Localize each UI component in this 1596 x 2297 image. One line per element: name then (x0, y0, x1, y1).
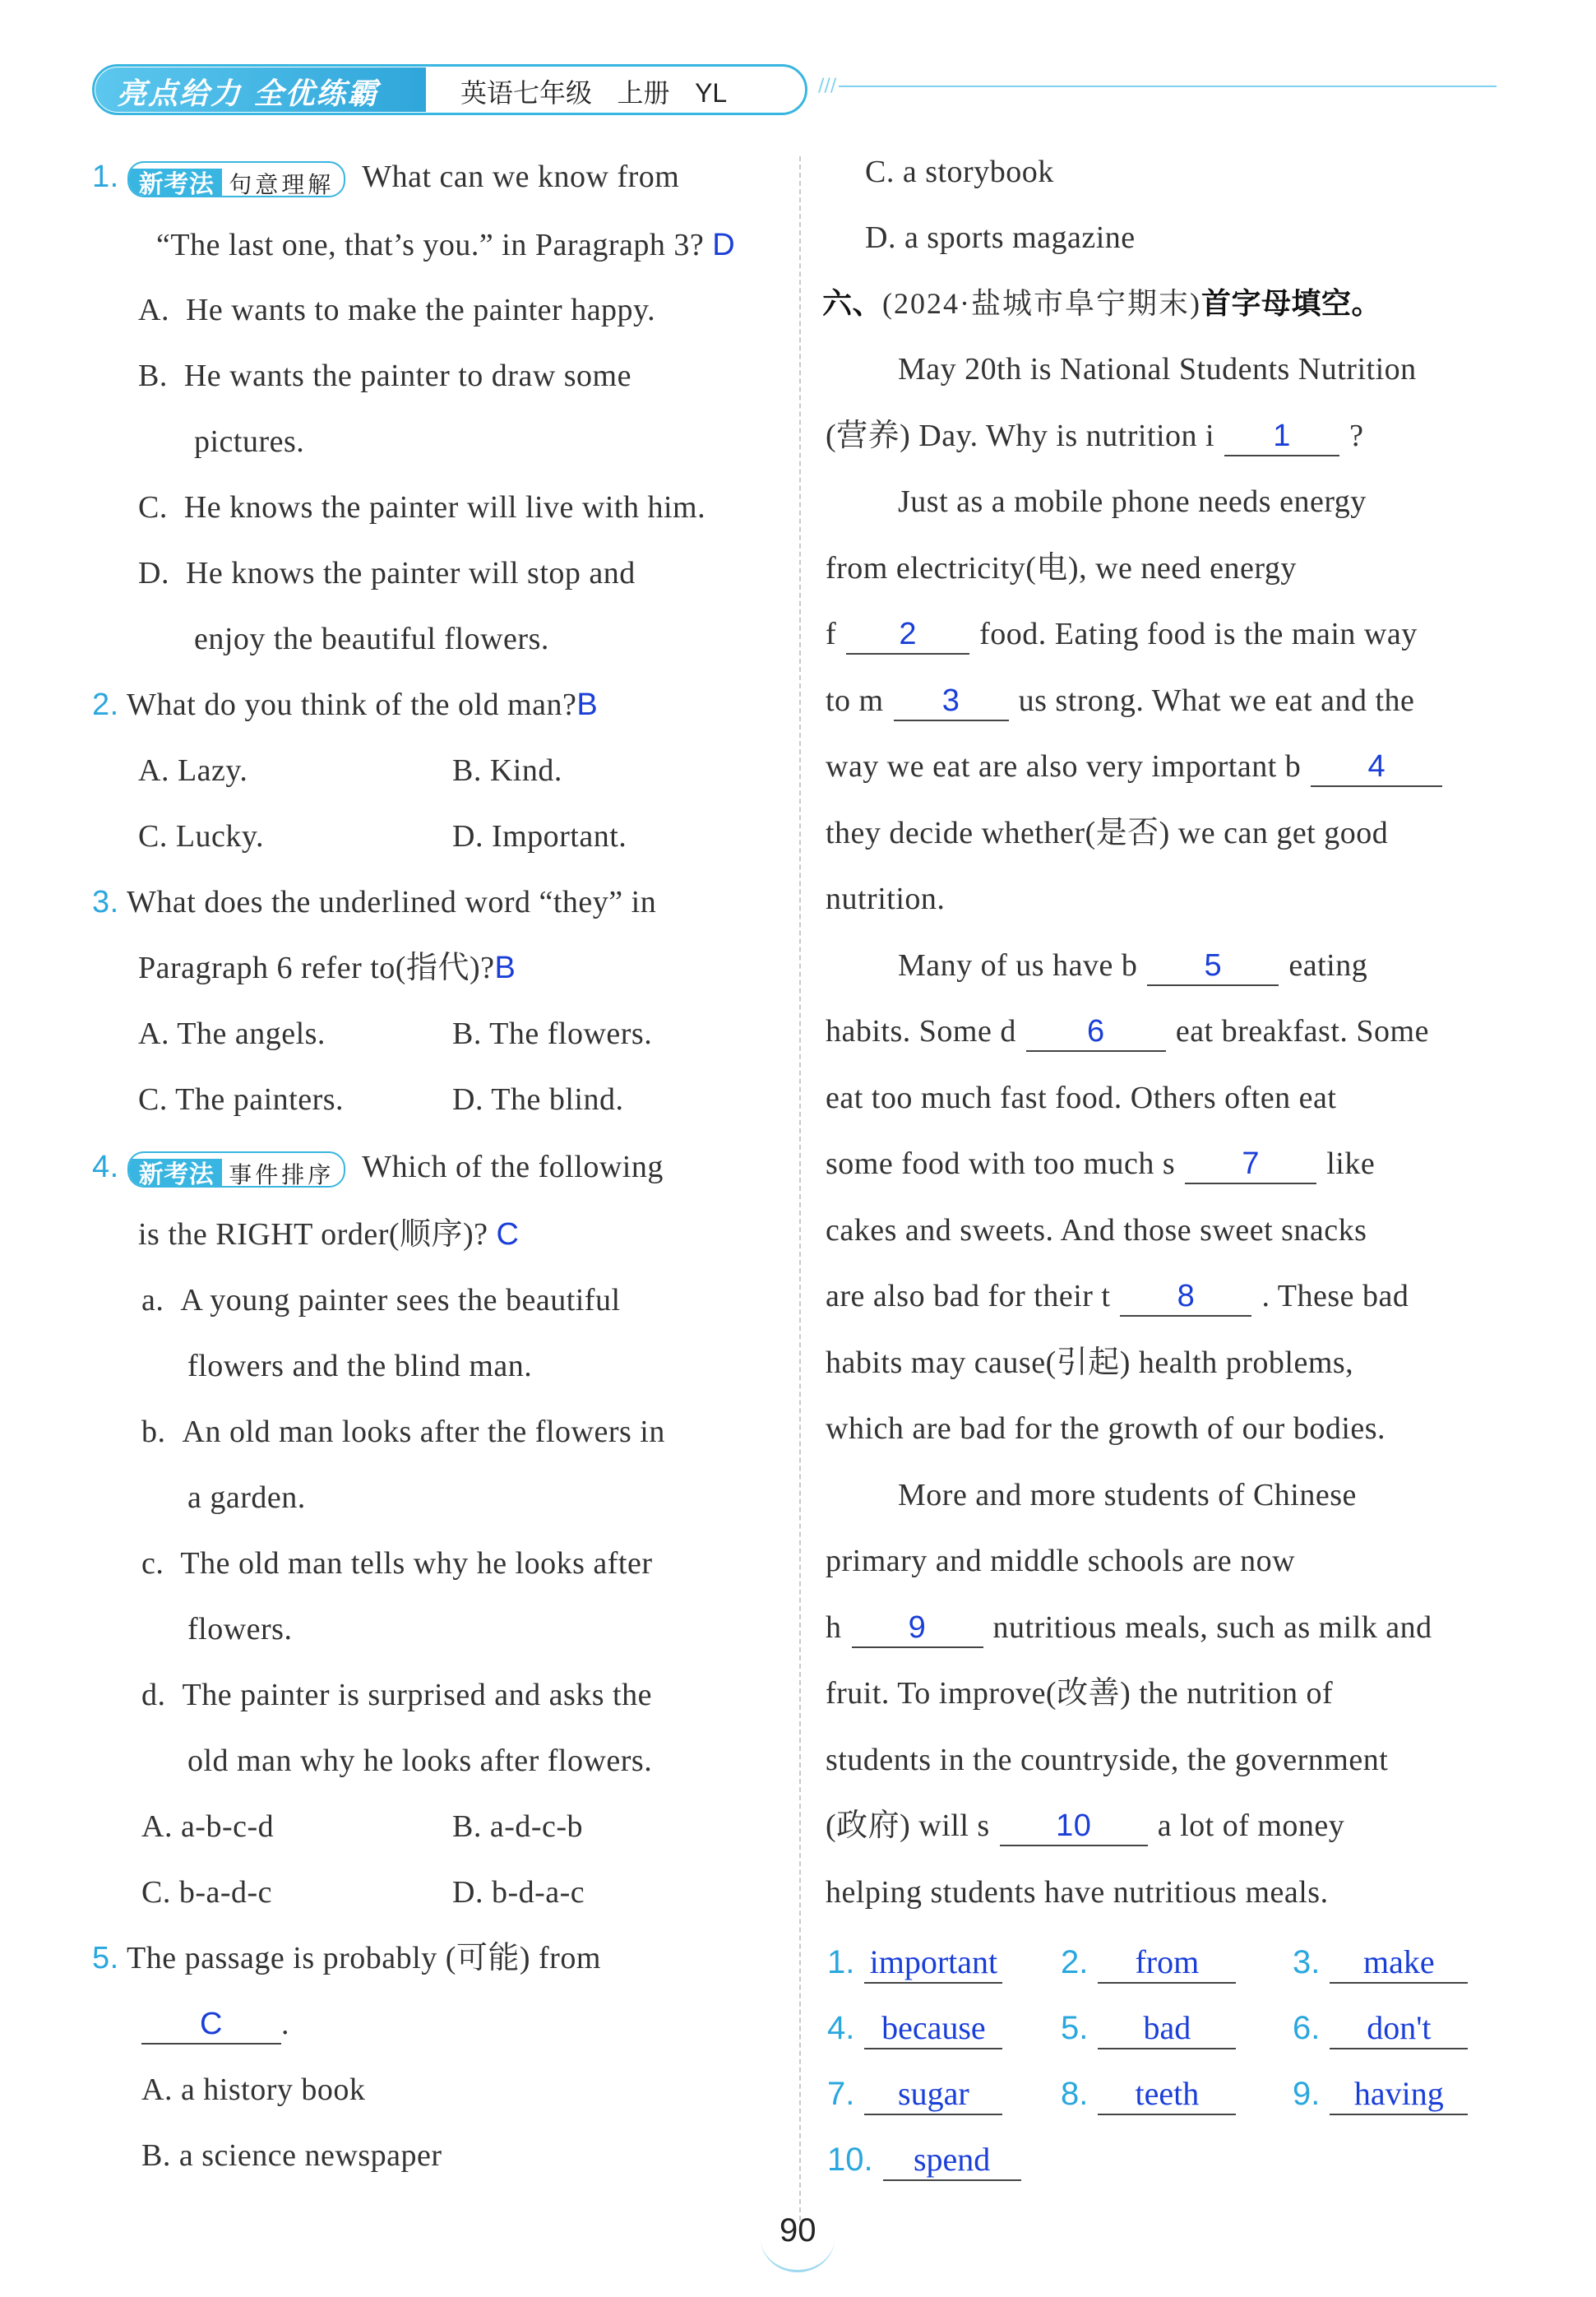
option-line (138, 554, 636, 592)
stem-text: Which of the following (362, 1150, 664, 1184)
event-item (141, 1544, 653, 1582)
tag-kind: 新考法 (129, 1159, 223, 1188)
answer-key-number: 5. (1061, 2010, 1089, 2046)
blank-number: 10 (1000, 1807, 1148, 1846)
option-label: B. (138, 359, 168, 393)
passage-line (826, 615, 1418, 655)
blank-number: 7 (1185, 1145, 1316, 1184)
tag-type: 事件排序 (229, 1161, 335, 1188)
option-b: B. Kind. (452, 753, 562, 788)
passage-line (826, 417, 1364, 456)
answer-key-word: from (1098, 1943, 1236, 1984)
answer-key-word: don't (1330, 2008, 1468, 2049)
stem-text: What do you think of the old man? (127, 688, 577, 722)
question-5-blank-line: C . (141, 2005, 289, 2045)
option-a: A. The angels. (138, 1017, 326, 1051)
answer-mark: C (496, 1217, 520, 1252)
section-source: (2024·盐城市阜宁期末) (882, 287, 1201, 320)
answer-key-number: 4. (827, 2010, 855, 2046)
option-c: C. Lucky. (138, 819, 264, 854)
section-heading (822, 285, 1381, 323)
passage-line (898, 947, 1367, 986)
answer-key-number: 3. (1293, 1944, 1321, 1980)
blank-number: 4 (1311, 748, 1442, 787)
answer-mark: B (576, 688, 599, 722)
stem-text: is the RIGHT order(顺序)? (138, 1217, 488, 1252)
option-d: D. Important. (452, 819, 627, 854)
option-c: C. b-a-d-c (141, 1875, 273, 1910)
answer-key-number: 8. (1061, 2076, 1089, 2112)
item-text: An old man looks after the flowers in (182, 1415, 665, 1449)
passage-line: nutrition. (826, 882, 946, 916)
passage-line (826, 1807, 1344, 1846)
option-label: A. (138, 293, 169, 327)
section-number: 六、 (822, 287, 883, 321)
stem-text: “The last one, that’s you.” in Paragraph 3? (156, 228, 705, 262)
answer-key-number: 2. (1061, 1944, 1089, 1980)
event-item-cont (187, 1610, 292, 1648)
answer-key-item (827, 1943, 1002, 1984)
blank-number: 2 (846, 615, 969, 655)
passage-line (826, 1145, 1375, 1184)
answer-mark: B (494, 951, 516, 985)
passage-text: like (1326, 1146, 1376, 1181)
passage-line: students in the countryside, the government (826, 1742, 1389, 1777)
passage-text: us strong. What we eat and the (1018, 683, 1415, 718)
option-c: C. a storybook (865, 155, 1054, 189)
answer-key-word: spend (883, 2140, 1021, 2181)
question-4-stem-cont (138, 1216, 519, 1253)
passage-text: a lot of money (1157, 1808, 1345, 1843)
option-text: He knows the painter will stop and (185, 556, 636, 590)
passage-text: to m (826, 683, 884, 718)
passage-line: fruit. To improve(改善) the nutrition of (826, 1676, 1334, 1711)
item-label: a. (141, 1283, 164, 1318)
passage-line: they decide whether(是否) we can get good (826, 815, 1389, 850)
question-tag (127, 1151, 346, 1188)
item-text: flowers. (187, 1612, 293, 1646)
question-tag (127, 161, 346, 197)
stem-text: The passage is probably (可能) from (127, 1941, 601, 1975)
subject-volume: 上册 (617, 77, 670, 109)
passage-line (826, 748, 1452, 787)
passage-line (826, 682, 1414, 721)
option-label: D. (138, 556, 169, 590)
page-number: 90 (779, 2212, 817, 2248)
answer-key-item (1061, 2008, 1236, 2049)
item-label: d. (141, 1678, 166, 1712)
answer-key-number: 7. (827, 2076, 855, 2112)
option-text: enjoy the beautiful flowers. (194, 622, 549, 656)
passage-line: from electricity(电), we need energy (826, 550, 1297, 586)
passage-line: helping students have nutritious meals. (826, 1874, 1329, 1910)
answer-key-word: having (1330, 2074, 1468, 2115)
option-line-cont (194, 620, 549, 658)
option-text: pictures. (194, 424, 305, 459)
subject-edition: YL (695, 78, 728, 108)
option-line (138, 291, 655, 329)
column-divider (799, 156, 801, 2221)
passage-line: cakes and sweets. And those sweet snacks (826, 1212, 1367, 1248)
answer-key-word: important (864, 1943, 1002, 1984)
question-4-stem (92, 1148, 664, 1188)
answer-key-item (1293, 1943, 1468, 1984)
blank-number: 6 (1026, 1012, 1166, 1052)
answer-key-number: 1. (827, 1944, 855, 1980)
passage-line: Just as a mobile phone needs energy (898, 484, 1367, 519)
answer-key-item (1293, 2074, 1468, 2115)
question-5-stem (92, 1939, 601, 1977)
answer-key-number: 9. (1293, 2076, 1321, 2112)
brand-title: 亮点给力 全优练霸 (117, 77, 379, 111)
answer-key-item (1061, 1943, 1236, 1984)
passage-text: way we eat are also very important b (826, 749, 1302, 784)
passage-text: f (826, 617, 837, 651)
stem-text: What can we know from (362, 160, 680, 194)
blank-number: 1 (1224, 417, 1339, 456)
section-title: 首字母填空。 (1200, 287, 1381, 321)
passage-line (826, 1012, 1429, 1052)
item-text: old man why he looks after flowers. (187, 1744, 653, 1778)
passage-text: Many of us have b (898, 947, 1138, 983)
passage-text: eat breakfast. Some (1175, 1014, 1429, 1049)
answer-key-number: 10. (827, 2142, 873, 2178)
passage-line: More and more students of Chinese (898, 1477, 1357, 1512)
tag-type: 句意理解 (229, 171, 335, 198)
passage-text: ? (1349, 418, 1364, 453)
event-item-cont (187, 1479, 306, 1517)
passage-line (826, 1277, 1409, 1317)
option-b: B. The flowers. (452, 1017, 653, 1051)
item-text: a garden. (187, 1480, 306, 1515)
question-3-stem (92, 883, 656, 921)
passage-text: nutritious meals, such as milk and (992, 1609, 1432, 1645)
subject-grade: 英语七年级 (460, 77, 593, 109)
option-line (138, 489, 705, 526)
blank-number: 3 (894, 682, 1009, 721)
passage-text: some food with too much s (826, 1146, 1176, 1181)
option-b: B. a science newspaper (141, 2138, 442, 2173)
question-number: 4. (92, 1150, 119, 1184)
passage-text: . These bad (1261, 1279, 1409, 1313)
option-text: He wants to make the painter happy. (185, 293, 656, 327)
option-d: D. b-d-a-c (452, 1875, 585, 1910)
answer-key-word: sugar (864, 2074, 1002, 2115)
answer-key-word: bad (1098, 2008, 1236, 2049)
subject-label (460, 72, 727, 110)
passage-text: food. Eating food is the main way (979, 617, 1418, 651)
option-c: C. The painters. (138, 1082, 345, 1117)
blank-number: 5 (1147, 947, 1279, 986)
item-text: The old man tells why he looks after (180, 1546, 653, 1581)
answer-key-item (1293, 2008, 1468, 2049)
option-d: D. The blind. (452, 1082, 624, 1117)
question-number: 2. (92, 688, 119, 722)
question-number: 1. (92, 160, 119, 194)
stem-text: What does the underlined word “they” in (127, 885, 657, 919)
question-1-stem (92, 158, 679, 197)
answer-blank: C (141, 2005, 281, 2045)
question-number: 3. (92, 885, 119, 919)
event-item (141, 1413, 665, 1451)
option-b: B. a-d-c-b (452, 1809, 584, 1844)
option-a: A. a history book (141, 2072, 366, 2107)
blank-number: 8 (1120, 1277, 1251, 1317)
answer-key-item (827, 2140, 1021, 2181)
blank-number: 9 (852, 1609, 983, 1648)
stem-text: Paragraph 6 refer to(指代)? (138, 951, 495, 985)
option-a: A. Lazy. (138, 753, 248, 788)
passage-text: eating (1288, 947, 1368, 983)
option-line (138, 357, 631, 395)
answer-mark: D (712, 228, 736, 262)
tag-kind: 新考法 (129, 169, 223, 197)
passage-line: which are bad for the growth of our bodies. (826, 1411, 1386, 1446)
question-2-stem (92, 686, 598, 724)
passage-line: May 20th is National Students Nutrition (898, 352, 1417, 387)
passage-text: h (826, 1609, 842, 1645)
header-rule (839, 86, 1497, 87)
option-text: He wants the painter to draw some (183, 359, 631, 393)
answer-key-word: because (864, 2008, 1002, 2049)
item-text: A young painter sees the beautiful (180, 1283, 621, 1318)
item-text: The painter is surprised and asks the (182, 1678, 652, 1712)
passage-line: habits may cause(引起) health problems, (826, 1345, 1354, 1380)
answer-key-item (1061, 2074, 1236, 2115)
brand-banner (95, 67, 426, 112)
option-a: A. a-b-c-d (141, 1809, 275, 1844)
event-item (141, 1676, 652, 1714)
event-item-cont (187, 1347, 532, 1385)
answer-key-item (827, 2074, 1002, 2115)
answer-key-word: teeth (1098, 2074, 1236, 2115)
passage-text: (政府) will s (826, 1808, 990, 1843)
event-item (141, 1281, 621, 1319)
answer-key-item (827, 2008, 1002, 2049)
answer-key-number: 6. (1293, 2010, 1321, 2046)
option-d: D. a sports magazine (865, 220, 1136, 255)
option-label: C. (138, 490, 168, 525)
event-item-cont (187, 1742, 652, 1780)
option-line-cont (194, 423, 304, 461)
header-decoration-icon: /// (818, 76, 837, 96)
passage-line: eat too much fast food. Others often eat (826, 1080, 1337, 1115)
option-text: He knows the painter will live with him. (183, 490, 706, 525)
passage-text: are also bad for their t (826, 1279, 1111, 1313)
question-1-stem-cont (156, 226, 735, 264)
item-text: flowers and the blind man. (187, 1349, 533, 1383)
question-3-stem-cont (138, 949, 516, 987)
item-label: c. (141, 1546, 164, 1581)
passage-text: habits. Some d (826, 1014, 1016, 1049)
question-number: 5. (92, 1941, 119, 1975)
item-label: b. (141, 1415, 166, 1449)
answer-key-word: make (1330, 1943, 1468, 1984)
passage-line (826, 1609, 1432, 1648)
passage-line: primary and middle schools are now (826, 1544, 1296, 1578)
passage-text: (营养) Day. Why is nutrition i (826, 418, 1215, 453)
